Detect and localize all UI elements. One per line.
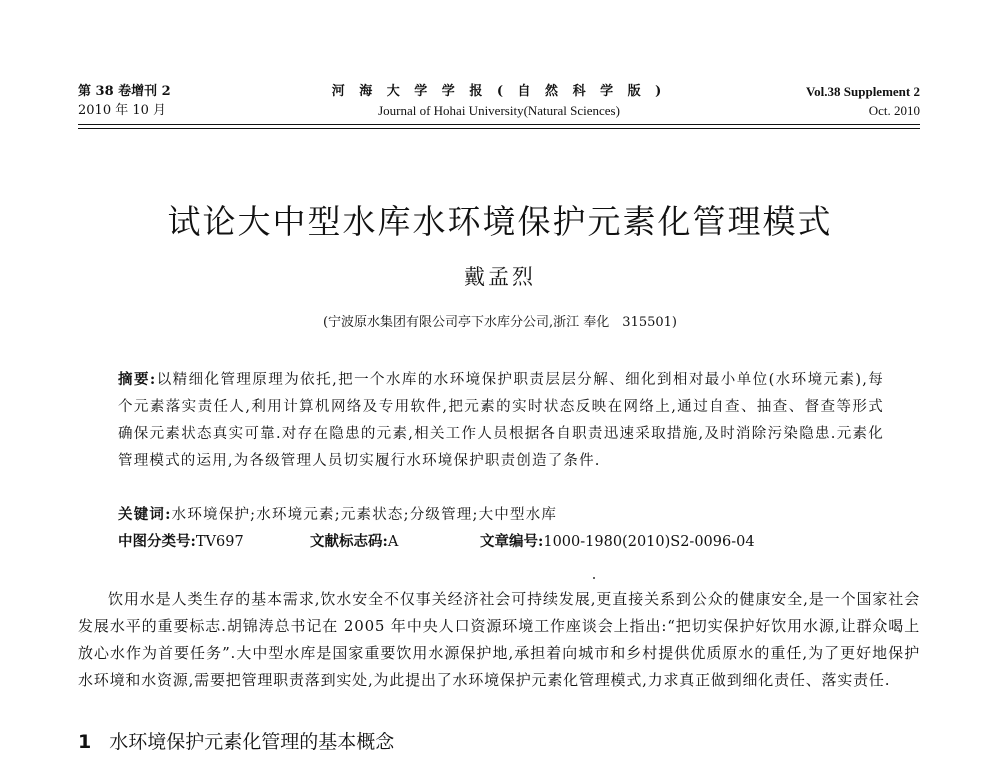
paper-affiliation: (宁波原水集团有限公司亭下水库分公司,浙江 奉化 315501) [322,315,678,330]
header-volume: 第 38 卷增刊 2 [78,84,171,99]
header-date-en: Oct. 2010 [868,103,920,118]
body-paragraph: 饮用水是人类生存的基本需求,饮水安全不仅事关经济社会可持续发展,更直接关系到公众的健康安全,是一个国家社会发展水平的重要标志.胡锦涛总书记在 2005 年中央人口资源环境工作座谈会上指出:“把切实保护好饮用水源,让群众喝上放心水作为首要任务”.大中型水库是国家重要饮用水源保护地,承担着向城市和乡村提供优质原水的重任,为了更好地保护水环境和水资源,需要把管理职责落到实处,为此提出了水环境保护元素化管理模式,力求真正做到细化责任、落实责任. [78,590,920,689]
header-journal-name [78,82,920,120]
header-volume-en: Vol.38 Supplement 2 [805,84,920,99]
article-number [480,528,755,556]
section-title: 水环境保护元素化管理的基本概念 [109,731,395,753]
section-heading-1 [78,727,920,757]
header-journal-name-en: Journal of Hohai University(Natural Sciences) [378,103,620,118]
clc-label: 中图分类号: [118,533,196,550]
paper-title: 试论大中型水库水环境保护元素化管理模式 [167,202,833,241]
keywords-label: 关键词: [118,506,172,523]
abstract-text: 以精细化管理原理为依托,把一个水库的水环境保护职责层层分解、细化到相对最小单位(水环境元素),每个元素落实责任人,利用计算机网络及专用软件,把元素的实时状态反映在网络上,通过自查、抽查、督查等形式确保元素状态真实可靠.对存在隐患的元素,相关工作人员根据各自职责迅速采取措施,及时消除污染隐患.元素化管理模式的运用,为各级管理人员切实履行水环境保护职责创造了条件. [118,372,885,469]
doc-value: A [387,534,399,550]
doc-label: 文献标志码: [310,533,388,550]
article-value: 1000-1980(2010)S2-0096-04 [543,534,755,550]
section-number: 1 [78,731,92,753]
keywords [118,501,884,529]
abstract [118,366,884,475]
keywords-text: 水环境保护;水环境元素;元素状态;分级管理;大中型水库 [171,507,558,523]
paper-author: 戴孟烈 [464,265,536,289]
header-journal-name-cn: 河 海 大 学 学 报 ( 自 然 科 学 版 ) [331,84,667,99]
header-rule-thick [78,124,920,125]
abstract-label: 摘要: [118,371,157,388]
document-code [310,528,398,556]
scan-speck [593,577,595,579]
clc-value: TV697 [195,534,244,550]
header-rule-thin [78,128,920,129]
header-date: 2010 年 10 月 [78,103,167,118]
article-label: 文章编号: [480,533,544,550]
clc-number [118,528,244,556]
journal-header [78,82,920,122]
header-volume-info-en [806,82,920,120]
